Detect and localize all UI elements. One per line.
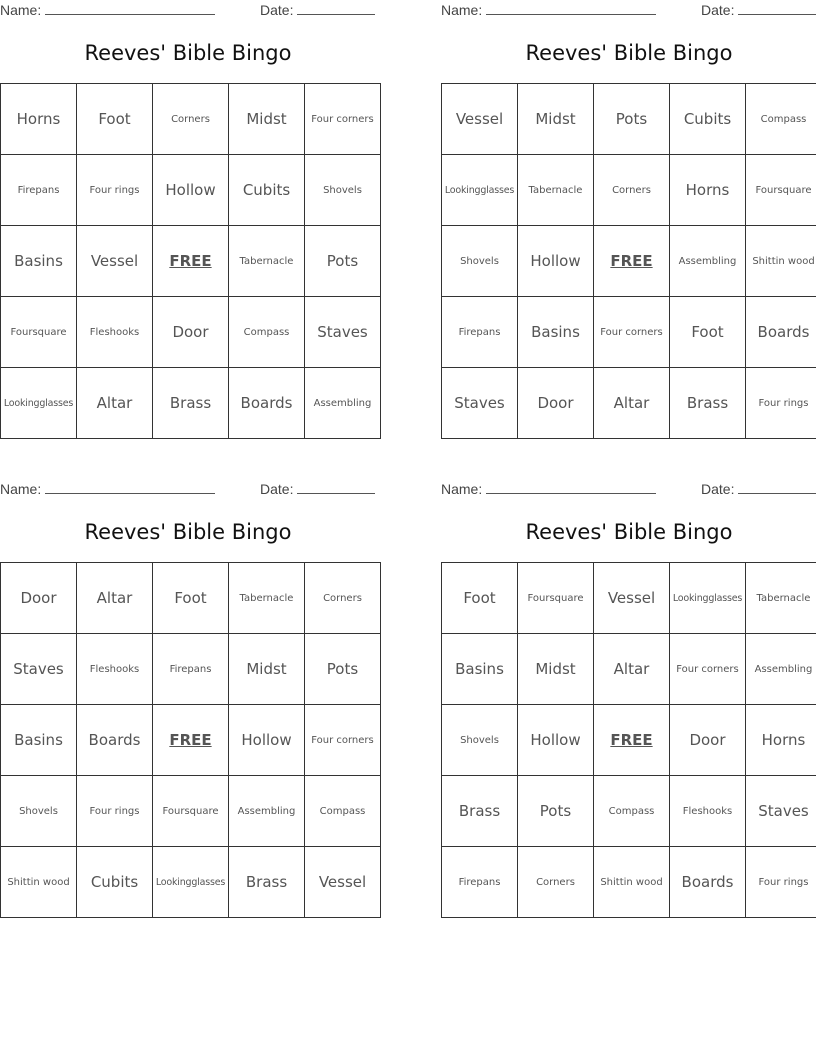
bingo-card-4: [441, 479, 816, 914]
name-field: [0, 2, 215, 18]
free-cell: FREE: [594, 226, 670, 297]
grid-cell: Tabernacle: [518, 155, 594, 226]
grid-cell: Brass: [670, 368, 746, 439]
grid-cell: Assembling: [229, 776, 305, 847]
grid-cell: Shittin wood: [594, 847, 670, 918]
grid-cell: Pots: [594, 84, 670, 155]
card-title: Reeves' Bible Bingo: [525, 41, 733, 65]
grid-cell: Assembling: [670, 226, 746, 297]
date-label: Date:: [260, 2, 294, 18]
grid-cell: Fleshooks: [77, 634, 153, 705]
grid-cell: Hollow: [518, 705, 594, 776]
grid-cell: Four rings: [77, 155, 153, 226]
grid-cell: Foot: [77, 84, 153, 155]
grid-row: [1, 368, 381, 439]
grid-cell: Compass: [594, 776, 670, 847]
grid-cell: Four corners: [305, 84, 381, 155]
grid-cell: Corners: [518, 847, 594, 918]
grid-cell: Shittin wood: [746, 226, 816, 297]
grid-cell: Midst: [229, 84, 305, 155]
grid-cell: Brass: [442, 776, 518, 847]
grid-cell: Foursquare: [746, 155, 816, 226]
free-cell: FREE: [153, 226, 229, 297]
grid-cell: Corners: [305, 563, 381, 634]
card-header: [0, 479, 376, 501]
name-line: [486, 2, 656, 15]
grid-row: [442, 634, 816, 705]
name-field: [0, 481, 215, 497]
grid-row: [442, 705, 816, 776]
grid-cell: Altar: [77, 563, 153, 634]
card-header: [441, 479, 816, 501]
card-title: Reeves' Bible Bingo: [84, 520, 292, 544]
grid-cell: Horns: [746, 705, 816, 776]
grid-cell: Firepans: [442, 297, 518, 368]
grid-cell: Vessel: [77, 226, 153, 297]
grid-cell: Corners: [153, 84, 229, 155]
date-label: Date:: [701, 2, 735, 18]
grid-cell: Lookingglasses: [1, 368, 77, 439]
name-label: Name:: [441, 2, 483, 18]
grid-cell: Tabernacle: [229, 563, 305, 634]
bingo-card-2: [441, 0, 816, 435]
bingo-grid: [441, 83, 816, 439]
grid-cell: Vessel: [594, 563, 670, 634]
name-line: [45, 481, 215, 494]
grid-cell: Cubits: [229, 155, 305, 226]
grid-cell: Pots: [518, 776, 594, 847]
grid-cell: Foot: [153, 563, 229, 634]
grid-cell: Assembling: [305, 368, 381, 439]
date-field: [701, 481, 816, 497]
grid-cell: Foursquare: [1, 297, 77, 368]
grid-cell: Shovels: [442, 226, 518, 297]
grid-cell: Four corners: [594, 297, 670, 368]
grid-cell: Vessel: [305, 847, 381, 918]
grid-cell: Pots: [305, 226, 381, 297]
free-cell: FREE: [594, 705, 670, 776]
grid-cell: Vessel: [442, 84, 518, 155]
grid-cell: Lookingglasses: [442, 155, 518, 226]
grid-cell: Horns: [1, 84, 77, 155]
grid-cell: Corners: [594, 155, 670, 226]
grid-row: [442, 776, 816, 847]
date-line: [738, 481, 816, 494]
grid-cell: Compass: [229, 297, 305, 368]
grid-cell: Staves: [305, 297, 381, 368]
bingo-grid: [441, 562, 816, 918]
grid-cell: Firepans: [153, 634, 229, 705]
grid-row: [442, 563, 816, 634]
grid-cell: Horns: [670, 155, 746, 226]
grid-cell: Compass: [746, 84, 816, 155]
card-title: Reeves' Bible Bingo: [525, 520, 733, 544]
grid-cell: Door: [670, 705, 746, 776]
grid-cell: Foursquare: [153, 776, 229, 847]
name-label: Name:: [441, 481, 483, 497]
card-header: [0, 0, 376, 22]
grid-cell: Altar: [594, 634, 670, 705]
grid-row: [1, 297, 381, 368]
grid-cell: Brass: [229, 847, 305, 918]
bingo-grid: [0, 83, 381, 439]
grid-cell: Four rings: [77, 776, 153, 847]
grid-cell: Foot: [670, 297, 746, 368]
name-label: Name:: [0, 2, 42, 18]
grid-row: [442, 297, 816, 368]
grid-row: [1, 634, 381, 705]
date-field: [701, 2, 816, 18]
grid-cell: Brass: [153, 368, 229, 439]
free-cell: FREE: [153, 705, 229, 776]
grid-cell: Four rings: [746, 368, 816, 439]
date-line: [738, 2, 816, 15]
grid-cell: Staves: [442, 368, 518, 439]
grid-cell: Firepans: [1, 155, 77, 226]
grid-cell: Four rings: [746, 847, 816, 918]
date-line: [297, 2, 375, 15]
date-line: [297, 481, 375, 494]
grid-row: [442, 847, 816, 918]
grid-row: [1, 155, 381, 226]
bingo-grid: [0, 562, 381, 918]
grid-cell: Shovels: [305, 155, 381, 226]
grid-cell: Four corners: [670, 634, 746, 705]
name-field: [441, 2, 656, 18]
grid-cell: Lookingglasses: [670, 563, 746, 634]
grid-cell: Altar: [77, 368, 153, 439]
grid-cell: Boards: [670, 847, 746, 918]
date-field: [260, 2, 375, 18]
grid-cell: Basins: [1, 226, 77, 297]
grid-cell: Hollow: [518, 226, 594, 297]
grid-row: [442, 155, 816, 226]
grid-cell: Firepans: [442, 847, 518, 918]
grid-cell: Boards: [746, 297, 816, 368]
name-line: [45, 2, 215, 15]
grid-row: [442, 368, 816, 439]
grid-cell: Cubits: [670, 84, 746, 155]
grid-cell: Hollow: [229, 705, 305, 776]
grid-cell: Basins: [518, 297, 594, 368]
grid-cell: Foot: [442, 563, 518, 634]
grid-cell: Boards: [229, 368, 305, 439]
grid-cell: Tabernacle: [229, 226, 305, 297]
grid-cell: Compass: [305, 776, 381, 847]
grid-row: [442, 84, 816, 155]
grid-row: [1, 705, 381, 776]
grid-row: [1, 226, 381, 297]
bingo-card-3: [0, 479, 376, 914]
grid-cell: Lookingglasses: [153, 847, 229, 918]
grid-cell: Staves: [1, 634, 77, 705]
grid-cell: Four corners: [305, 705, 381, 776]
grid-cell: Midst: [229, 634, 305, 705]
date-label: Date:: [701, 481, 735, 497]
grid-cell: Door: [1, 563, 77, 634]
grid-row: [1, 776, 381, 847]
grid-row: [1, 563, 381, 634]
grid-cell: Cubits: [77, 847, 153, 918]
card-header: [441, 0, 816, 22]
grid-cell: Midst: [518, 84, 594, 155]
grid-cell: Shovels: [1, 776, 77, 847]
grid-row: [1, 84, 381, 155]
grid-cell: Basins: [442, 634, 518, 705]
grid-cell: Shittin wood: [1, 847, 77, 918]
date-label: Date:: [260, 481, 294, 497]
grid-cell: Altar: [594, 368, 670, 439]
grid-cell: Midst: [518, 634, 594, 705]
grid-cell: Boards: [77, 705, 153, 776]
grid-row: [1, 847, 381, 918]
card-title: Reeves' Bible Bingo: [84, 41, 292, 65]
grid-cell: Assembling: [746, 634, 816, 705]
date-field: [260, 481, 375, 497]
grid-cell: Shovels: [442, 705, 518, 776]
name-label: Name:: [0, 481, 42, 497]
grid-cell: Door: [153, 297, 229, 368]
grid-cell: Door: [518, 368, 594, 439]
grid-cell: Fleshooks: [670, 776, 746, 847]
name-line: [486, 481, 656, 494]
grid-row: [442, 226, 816, 297]
grid-cell: Foursquare: [518, 563, 594, 634]
grid-cell: Pots: [305, 634, 381, 705]
grid-cell: Basins: [1, 705, 77, 776]
grid-cell: Staves: [746, 776, 816, 847]
grid-cell: Fleshooks: [77, 297, 153, 368]
name-field: [441, 481, 656, 497]
grid-cell: Tabernacle: [746, 563, 816, 634]
bingo-card-1: [0, 0, 376, 435]
grid-cell: Hollow: [153, 155, 229, 226]
